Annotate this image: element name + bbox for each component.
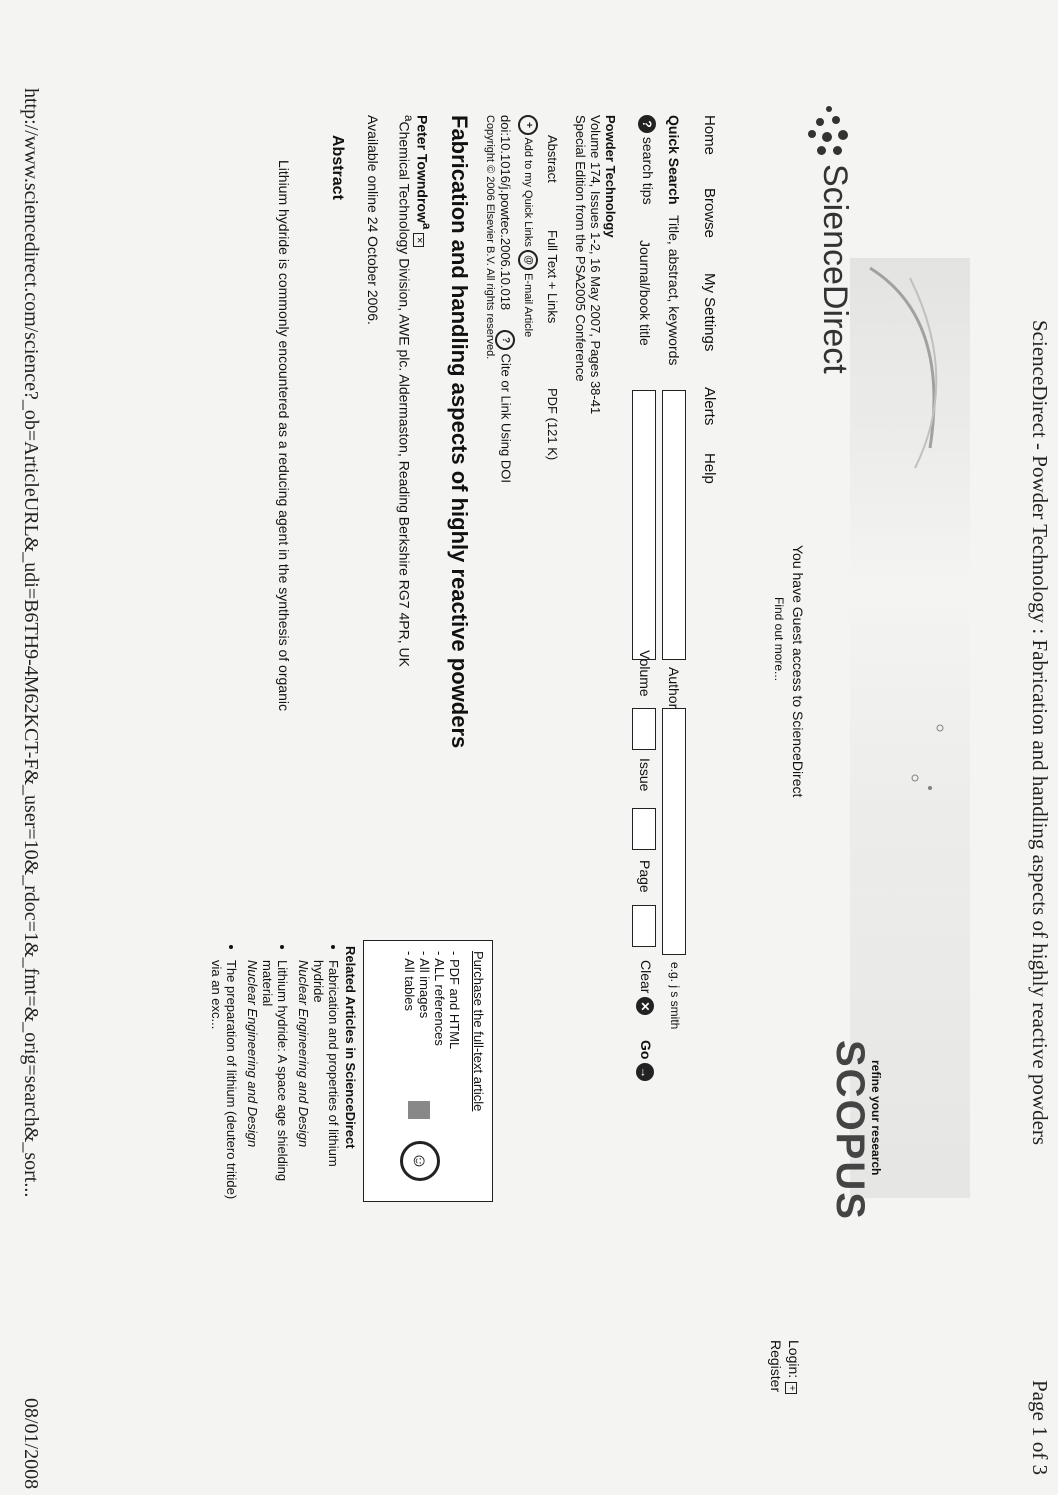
nav-help[interactable]: Help bbox=[701, 453, 718, 484]
issue-label: Issue bbox=[637, 758, 653, 792]
logo-dot bbox=[808, 130, 816, 138]
journal-input[interactable] bbox=[632, 390, 656, 660]
cite-link-label: Cite or Link Using DOI bbox=[498, 353, 514, 483]
purchase-item: - PDF and HTML bbox=[447, 951, 462, 1050]
print-footer-url: http://www.sciencedirect.com/science?_ob=ArticleURL&_udi=B6TH9-4M62KCT-F&_user=10&_rdoc=1&_fmt=&_orig=search&_sort... bbox=[20, 88, 42, 1198]
article-title: Fabrication and handling aspects of highly reactive powders bbox=[447, 115, 472, 749]
author[interactable] bbox=[413, 115, 433, 247]
author-superscript: a bbox=[420, 222, 433, 230]
volume-info: Volume 174, Issues 1-2, 16 May 2007, Pages 38-41 bbox=[588, 115, 603, 415]
author-input[interactable] bbox=[662, 708, 686, 955]
volume-input[interactable] bbox=[632, 708, 656, 750]
add-quick-links-label: Add to my Quick Links bbox=[522, 137, 535, 247]
print-header-title: ScienceDirect - Powder Technology : Fabrication and handling aspects of highly reactive powders bbox=[1028, 320, 1052, 1146]
purchase-item: - All tables bbox=[402, 951, 417, 1011]
cite-help-icon: ? bbox=[495, 330, 515, 350]
special-edition: Special Edition from the PSA2005 Conference bbox=[573, 115, 588, 382]
quick-search-title: Quick Search bbox=[666, 115, 682, 205]
author-example: e.g. j s smith bbox=[668, 962, 682, 1030]
email-icon: @ bbox=[518, 250, 538, 270]
logo-dot bbox=[822, 132, 832, 142]
page-label: Page bbox=[637, 860, 653, 893]
print-header-page: Page 1 of 3 bbox=[1028, 1380, 1052, 1476]
tab-pdf[interactable]: PDF (121 K) bbox=[545, 388, 560, 461]
logo-dot bbox=[816, 118, 824, 126]
logo-dot bbox=[826, 106, 832, 112]
guest-access-text: You have Guest access to ScienceDirect bbox=[790, 545, 806, 798]
go-button[interactable] bbox=[636, 1040, 654, 1081]
volume-label: Volume bbox=[637, 650, 653, 697]
keywords-label: Title, abstract, keywords bbox=[666, 215, 682, 366]
document-icon bbox=[408, 1101, 430, 1119]
logo-dot bbox=[817, 146, 826, 155]
affiliation-text: Chemical Technology Division, AWE plc. Aldermaston, Reading Berkshire RG7 4PR, UK bbox=[396, 121, 413, 667]
purchase-item: - ALL references bbox=[432, 951, 447, 1046]
cite-link[interactable] bbox=[495, 330, 515, 483]
related-list bbox=[209, 946, 341, 1206]
abstract-text: Lithium hydride is commonly encountered as a reducing agent in the synthesis of organic bbox=[276, 160, 292, 711]
related-item-title[interactable]: Lithium hydride: A space age shielding material bbox=[260, 960, 290, 1182]
shopping-cart-icon[interactable]: ☺ bbox=[400, 1141, 440, 1181]
related-title: Related Articles in ScienceDirect bbox=[343, 946, 358, 1149]
email-article[interactable] bbox=[518, 250, 538, 337]
scopus-logo[interactable]: SCOPUS bbox=[828, 1040, 872, 1221]
help-icon: ? bbox=[638, 115, 656, 133]
related-articles bbox=[203, 946, 358, 1206]
related-item[interactable] bbox=[296, 960, 341, 1206]
related-item-journal: Nuclear Engineering and Design bbox=[296, 960, 311, 1148]
register-link[interactable]: Register bbox=[768, 1340, 784, 1393]
quick-links-icon: + bbox=[518, 115, 538, 135]
nav-browse[interactable]: Browse bbox=[701, 188, 718, 239]
clear-x-icon: ✕ bbox=[636, 997, 654, 1015]
nav-home[interactable]: Home bbox=[701, 115, 718, 156]
purchase-link[interactable]: Purchase the full-text article bbox=[471, 951, 486, 1112]
author-email-icon[interactable]: ✕ bbox=[413, 233, 424, 247]
purchase-box bbox=[363, 940, 493, 1202]
related-item[interactable] bbox=[209, 960, 239, 1206]
abstract-heading: Abstract bbox=[329, 135, 346, 200]
go-arrow-icon: → bbox=[636, 1063, 654, 1081]
journal-link[interactable]: Powder Technology bbox=[603, 115, 618, 238]
search-tips-link[interactable] bbox=[638, 115, 656, 205]
journal-label: Journal/book title bbox=[637, 240, 653, 346]
related-item[interactable] bbox=[245, 960, 290, 1206]
keywords-input[interactable] bbox=[662, 390, 686, 660]
tab-full-text[interactable]: Full Text + Links bbox=[545, 230, 560, 324]
author-name: Peter Towndrow bbox=[414, 115, 431, 223]
print-footer-date: 08/01/2008 bbox=[20, 1398, 42, 1490]
copyright: Copyright © 2006 Elsevier B.V. All rights reserved. bbox=[484, 115, 496, 360]
logo-dot bbox=[833, 146, 842, 155]
scopus-tagline: refine your research bbox=[869, 1060, 883, 1176]
sciencedirect-logo[interactable] bbox=[798, 100, 868, 400]
doi: doi:10.1016/j.powtec.2006.10.018 bbox=[498, 115, 513, 311]
tab-abstract[interactable]: Abstract bbox=[545, 135, 560, 183]
page-input[interactable] bbox=[632, 905, 656, 947]
clear-button[interactable] bbox=[636, 960, 654, 1015]
add-quick-links[interactable] bbox=[518, 115, 538, 247]
logo-text: ScienceDirect bbox=[816, 164, 854, 374]
issue-input[interactable] bbox=[632, 808, 656, 850]
purchase-list bbox=[402, 951, 462, 1049]
available-online: Available online 24 October 2006. bbox=[365, 115, 381, 325]
purchase-item: - All images bbox=[417, 951, 432, 1019]
related-item-title[interactable]: The preparation of lithium (deutero tritide) via an exc... bbox=[209, 960, 239, 1200]
logo-dot bbox=[832, 116, 840, 124]
login-plus-icon[interactable]: + bbox=[785, 1382, 797, 1394]
login-link[interactable] bbox=[785, 1340, 802, 1394]
affiliation-superscript: a bbox=[402, 115, 415, 122]
related-item-title[interactable]: Fabrication and properties of lithium hydride bbox=[311, 960, 341, 1167]
author-label: Author bbox=[666, 667, 682, 709]
find-out-more-link[interactable]: Find out more... bbox=[772, 597, 786, 682]
email-article-label: E-mail Article bbox=[522, 273, 535, 338]
search-tips-label: search tips bbox=[640, 136, 656, 205]
affiliation bbox=[396, 115, 415, 667]
related-item-journal: Nuclear Engineering and Design bbox=[245, 960, 260, 1148]
login-label: Login: bbox=[786, 1340, 802, 1379]
go-label: Go bbox=[638, 1040, 654, 1060]
logo-dot bbox=[838, 130, 848, 140]
clear-label: Clear bbox=[638, 960, 654, 994]
nav-my-settings[interactable]: My Settings bbox=[701, 273, 718, 352]
nav-alerts[interactable]: Alerts bbox=[701, 387, 718, 426]
